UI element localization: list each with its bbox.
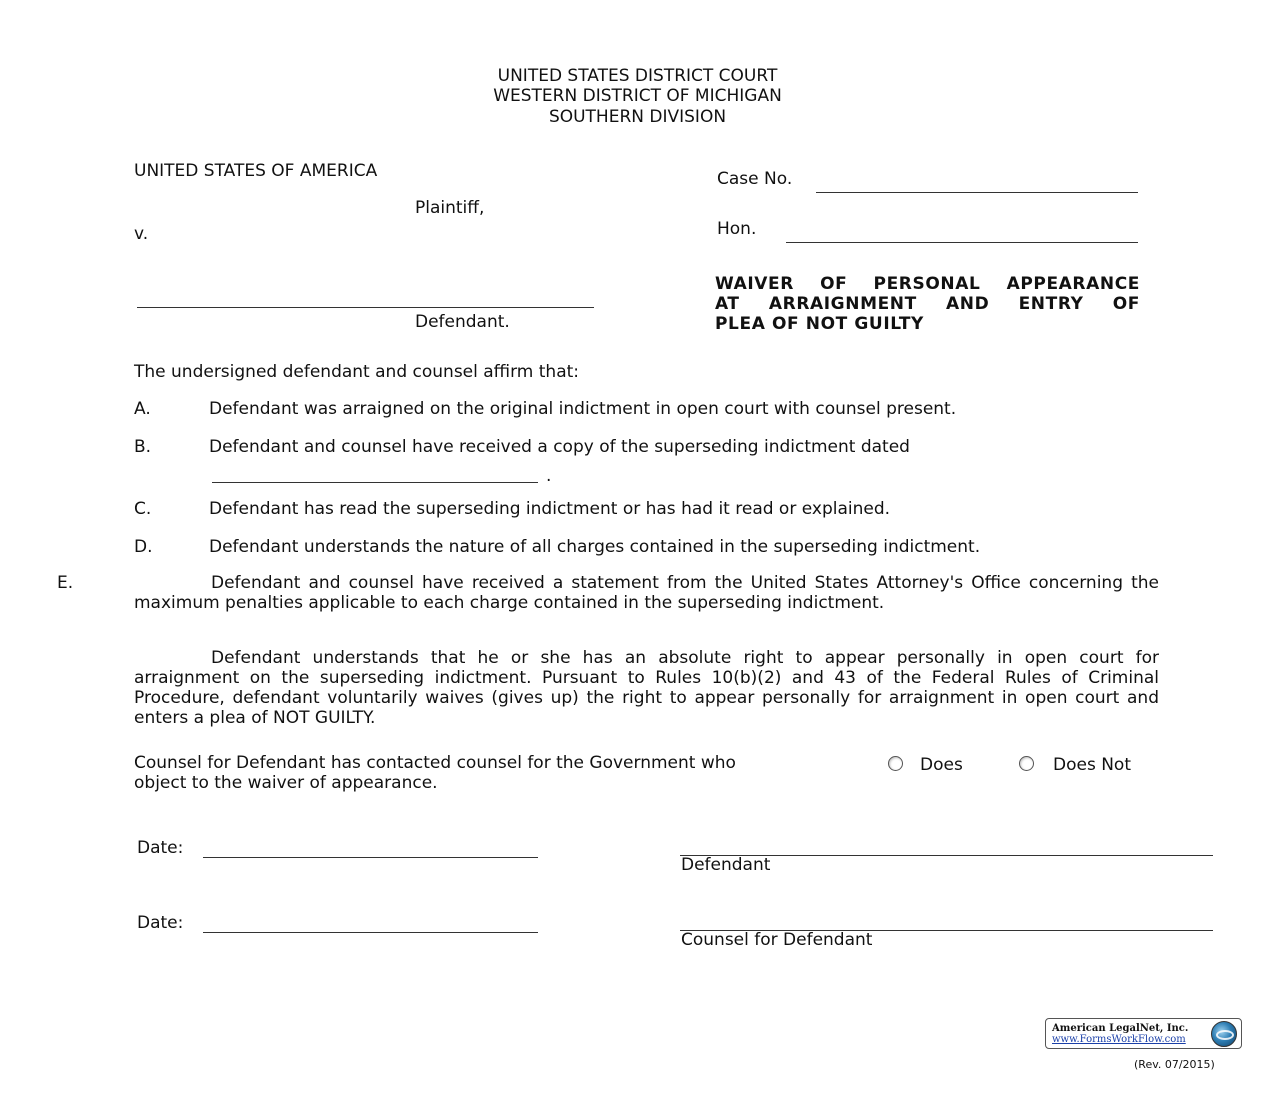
plaintiff-label: Plaintiff,: [415, 198, 485, 218]
logo-url-link[interactable]: www.FormsWorkFlow.com: [1052, 1034, 1186, 1045]
item-e-paragraph: [57, 573, 1159, 613]
case-no-label: Case No.: [717, 169, 793, 189]
item-letter-b: B.: [134, 437, 152, 457]
radio-does[interactable]: [888, 756, 903, 771]
date-field-2[interactable]: [203, 932, 538, 933]
item-text-a: Defendant was arraigned on the original indictment in open court with counsel present.: [209, 399, 957, 419]
form-title-line-1: WAIVER OF PERSONAL APPEARANCE: [715, 274, 1140, 294]
radio-does-not-label: Does Not: [1053, 755, 1131, 775]
date-label-2: Date:: [137, 913, 184, 933]
logo-company: American LegalNet, Inc.: [1052, 1023, 1189, 1034]
intro-text: The undersigned defendant and counsel affirm that:: [134, 362, 580, 382]
contact-text: Counsel for Defendant has contacted counsel for the Government who: [134, 753, 736, 773]
counsel-signature-label: Counsel for Defendant: [681, 930, 873, 950]
revision-label: (Rev. 07/2015): [1134, 1058, 1215, 1071]
case-no-field[interactable]: [816, 192, 1138, 193]
item-letter-e: E.: [57, 573, 74, 593]
globe-icon: [1211, 1021, 1237, 1047]
date-label-1: Date:: [137, 838, 184, 858]
versus-label: v.: [134, 224, 149, 244]
contact-text-end: object to the waiver of appearance.: [134, 773, 438, 793]
item-text-d: Defendant understands the nature of all charges contained in the superseding indictment.: [209, 537, 981, 557]
legalnet-logo: [1045, 1018, 1242, 1049]
item-text-b: Defendant and counsel have received a copy of the superseding indictment dated: [209, 437, 910, 457]
defendant-label: Defendant.: [415, 312, 510, 332]
defendant-signature-label: Defendant: [681, 855, 771, 875]
court-division: SOUTHERN DIVISION: [548, 107, 727, 127]
item-letter-c: C.: [134, 499, 152, 519]
waiver-paragraph: Defendant understands that he or she has an absolute right to appear personally in open court for arraignment on the superseding indictment. Pursuant to Rules 10(b)(2) and 43 of the Federal Rules of Criminal Procedure, defendant voluntarily waives (gives up) the right to appear personally for arraignment in open court and enters a plea of NOT GUILTY.: [134, 648, 1159, 728]
plaintiff-name: UNITED STATES OF AMERICA: [134, 161, 378, 181]
item-b-period: .: [546, 466, 552, 486]
item-text-e: Defendant and counsel have received a statement from the United States Attorney's Office concerning the maximum penalties applicable to each charge contained in the superseding indictment.: [134, 573, 1159, 613]
item-letter-a: A.: [134, 399, 151, 419]
court-district: WESTERN DISTRICT OF MICHIGAN: [493, 86, 782, 106]
court-name: UNITED STATES DISTRICT COURT: [497, 66, 778, 86]
radio-does-label: Does: [920, 755, 963, 775]
indictment-date-field[interactable]: [212, 482, 538, 483]
item-letter-d: D.: [134, 537, 153, 557]
date-field-1[interactable]: [203, 857, 538, 858]
form-title-line-3: PLEA OF NOT GUILTY: [715, 314, 924, 334]
form-title-line-2: AT ARRAIGNMENT AND ENTRY OF: [715, 294, 1140, 314]
defendant-name-line[interactable]: [137, 307, 594, 308]
hon-field[interactable]: [786, 242, 1138, 243]
hon-label: Hon.: [717, 219, 757, 239]
item-text-c: Defendant has read the superseding indictment or has had it read or explained.: [209, 499, 891, 519]
radio-does-not[interactable]: [1019, 756, 1034, 771]
